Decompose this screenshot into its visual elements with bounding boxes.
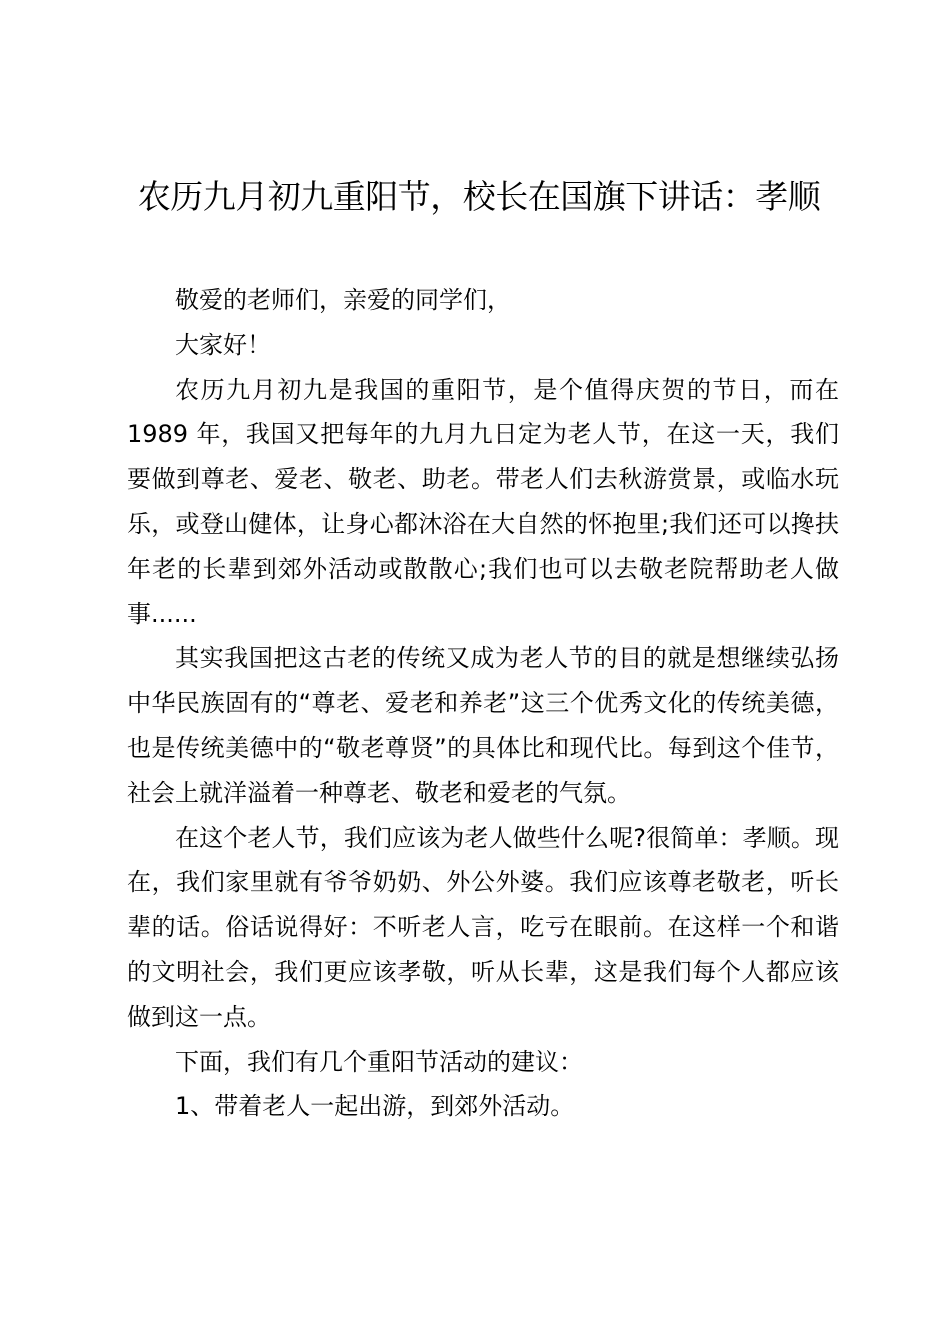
document-body (127, 278, 839, 1129)
paragraph: 下面，我们有几个重阳节活动的建议： (175, 1047, 583, 1076)
paragraph: 其实我国把这古老的传统又成为老人节的目的就是想继续弘扬中华民族固有的“尊老、爱老和养老”这三个优秀文化的传统美德，也是传统美德中的“敬老尊贤”的具体比和现代比。每到这个佳节，社会上就洋溢着一种尊老、敬老和爱老的气氛。 (127, 644, 839, 807)
greeting: 大家好！ (175, 330, 271, 359)
paragraph: 农历九月初九是我国的重阳节，是个值得庆贺的节日，而在 1989 年，我国又把每年的九月九日定为老人节，在这一天，我们要做到尊老、爱老、敬老、助老。带老人们去秋游赏景，或临水玩乐，或登山健体，让身心都沐浴在大自然的怀抱里;我们还可以搀扶年老的长辈到郊外活动或散散心;我们也可以去敬老院帮助老人做事...... (127, 375, 839, 628)
paragraph: 在这个老人节，我们应该为老人做些什么呢?很简单：孝顺。现在，我们家里就有爷爷奶奶、外公外婆。我们应该尊老敬老，听长辈的话。俗话说得好：不听老人言，吃亏在眼前。在这样一个和谐的文明社会，我们更应该孝敬，听从长辈，这是我们每个人都应该做到这一点。 (127, 823, 839, 1031)
salutation: 敬爱的老师们，亲爱的同学们， (175, 286, 511, 314)
list-item: 1、带着老人一起出游，到郊外活动。 (175, 1092, 575, 1121)
document-title: 农历九月初九重阳节，校长在国旗下讲话：孝顺 (137, 177, 821, 216)
